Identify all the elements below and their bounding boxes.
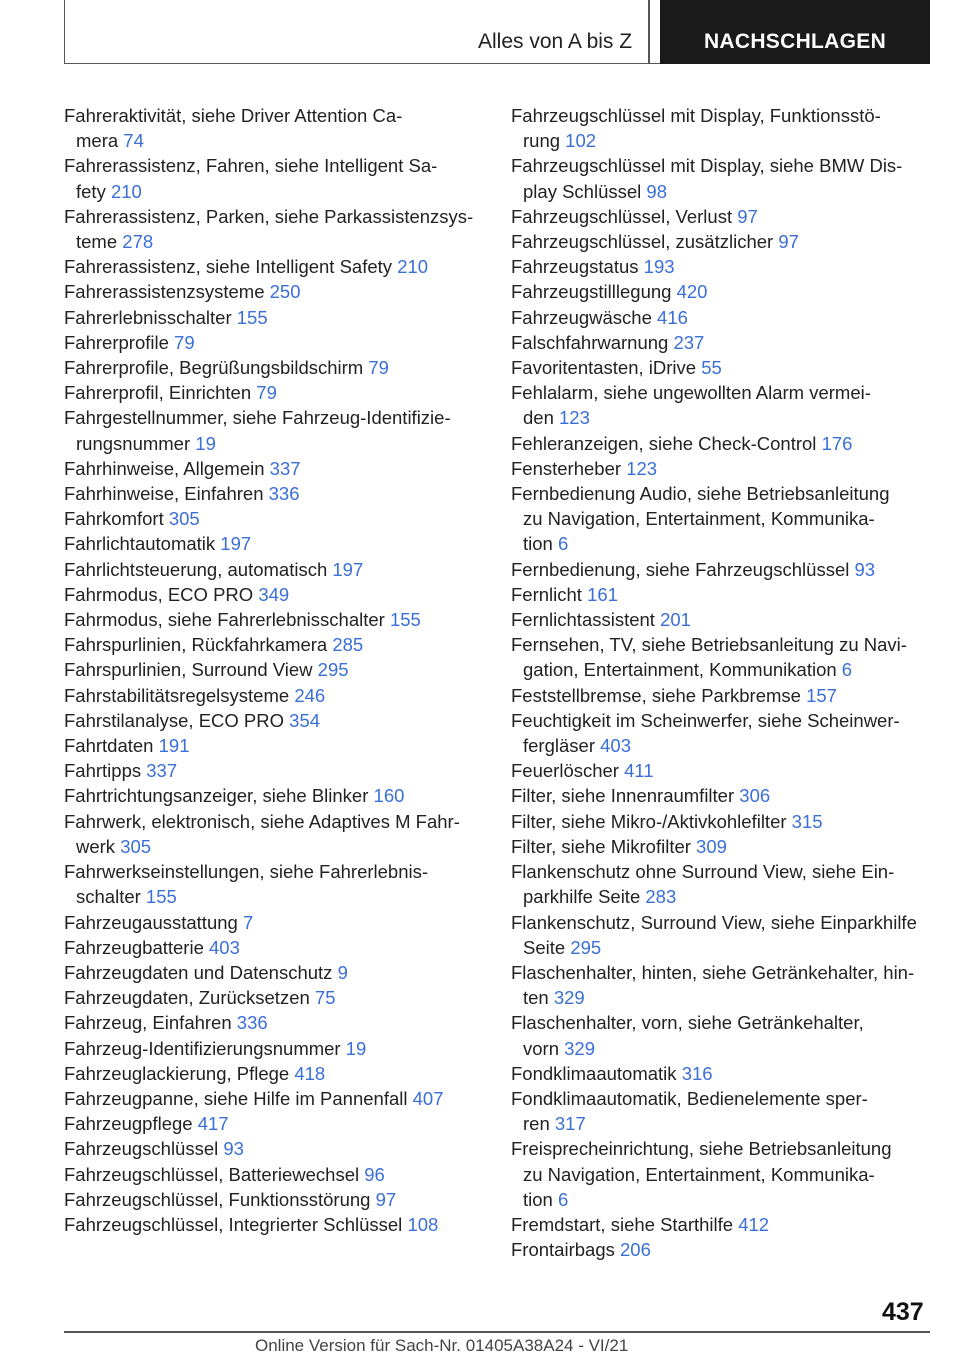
index-entry [64, 683, 494, 708]
index-entry [64, 708, 494, 733]
index-entry [64, 1010, 494, 1035]
index-term: Fahreraktivität, siehe Driver Attention Ca- [64, 105, 403, 126]
index-term: Fahrmodus, siehe Fahrerlebnisschalter [64, 609, 385, 631]
index-term: Favoritentasten, iDrive [511, 357, 697, 379]
page-reference-link[interactable]: 193 [643, 256, 675, 278]
page-reference-link[interactable]: 305 [120, 835, 152, 857]
page-reference-link[interactable]: 155 [389, 609, 421, 631]
page-reference-link[interactable]: 309 [696, 835, 727, 857]
index-term: Fahrerprofile [64, 331, 169, 353]
page-reference-link[interactable]: 285 [332, 634, 364, 656]
index-term: Fahrzeugschlüssel [64, 1138, 219, 1160]
index-term: Fahrzeugdaten, Zurücksetzen [64, 987, 310, 1009]
page-reference-link[interactable]: 9 [337, 961, 348, 983]
index-term: Fahrstabilitätsregelsysteme [64, 684, 290, 706]
index-term: Fahrtrichtungsanzeiger, siehe Blinker [64, 785, 369, 807]
index-term: Fahrtdaten [64, 735, 154, 757]
index-term: Fahrerassistenzsysteme [64, 281, 265, 303]
index-entry [511, 229, 941, 254]
index-term: Fahrzeugschlüssel, zusätzlicher [511, 231, 774, 253]
page-reference-link[interactable]: 329 [553, 987, 585, 1009]
index-term: Freisprecheinrichtung, siehe Betriebsanleitung [511, 1138, 892, 1160]
index-entry [511, 431, 941, 456]
index-term-continuation: rung [523, 130, 561, 152]
index-term-continuation: mera [76, 130, 119, 152]
index-term: Fahrzeugwäsche [511, 306, 652, 328]
index-entry [511, 355, 941, 380]
page-reference-link[interactable]: 197 [332, 558, 364, 580]
index-term: Fahrzeuglackierung, Pflege [64, 1062, 290, 1084]
index-entry [511, 153, 941, 203]
index-term: Fahrlichtsteuerung, automatisch [64, 558, 328, 580]
index-term: Flaschenhalter, hinten, siehe Getränkehalter, hin- [511, 961, 915, 983]
page-reference-link[interactable]: 79 [256, 382, 277, 404]
index-term: Fehlalarm, siehe ungewollten Alarm vermei- [511, 382, 871, 404]
index-term-continuation: rungsnummer [76, 432, 191, 454]
index-term: Fahrstilanalyse, ECO PRO [64, 709, 285, 731]
index-term: Fehleranzeigen, siehe Check-Control [511, 432, 817, 454]
index-entry [64, 531, 494, 556]
index-entry [511, 683, 941, 708]
section-tab: NACHSCHLAGEN [660, 0, 930, 64]
index-term: Filter, siehe Mikro-/Aktivkohlefilter [511, 810, 787, 832]
index-entry [64, 456, 494, 481]
index-entry [511, 960, 941, 1010]
index-term-continuation: teme [76, 231, 118, 253]
index-term: Fahrspurlinien, Surround View [64, 659, 313, 681]
index-term: Fahrzeugausstattung [64, 911, 238, 933]
page-number: 437 [882, 1298, 924, 1326]
index-term: Flaschenhalter, vorn, siehe Getränkehalter, [511, 1012, 864, 1034]
index-entry [64, 1187, 494, 1212]
index-term: Fahrerassistenz, siehe Intelligent Safety [64, 256, 393, 278]
index-entry [511, 632, 941, 682]
page-reference-link[interactable]: 123 [559, 407, 590, 429]
index-term: Fahrerassistenz, Parken, siehe Parkassistenzsys- [64, 205, 474, 227]
index-term: Fahrkomfort [64, 508, 164, 530]
index-entry [64, 859, 494, 909]
page-reference-link[interactable]: 337 [146, 760, 178, 782]
page-reference-link[interactable]: 246 [294, 684, 326, 706]
page-reference-link[interactable]: 74 [123, 130, 144, 152]
index-term-continuation: gation, Entertainment, Kommunikation [523, 659, 837, 681]
page-reference-link[interactable]: 349 [258, 583, 290, 605]
index-entry [64, 607, 494, 632]
index-term-continuation: den [523, 407, 554, 429]
index-term: Fahrzeugschlüssel, Funktionsstörung [64, 1188, 371, 1210]
page-reference-link[interactable]: 157 [806, 684, 837, 706]
page-reference-link[interactable]: 160 [373, 785, 405, 807]
page-reference-link[interactable]: 155 [236, 306, 268, 328]
page-reference-link[interactable]: 420 [676, 281, 708, 303]
index-entry [64, 380, 494, 405]
index-entry [64, 910, 494, 935]
index-term: Fahrtipps [64, 760, 142, 782]
index-entry [64, 935, 494, 960]
index-entry [64, 1036, 494, 1061]
index-entry [64, 305, 494, 330]
index-term: Fahrzeugschlüssel mit Display, siehe BMW Dis- [511, 155, 903, 177]
index-term: Fernsehen, TV, siehe Betriebsanleitung zu Navi- [511, 634, 907, 656]
index-entry [511, 582, 941, 607]
index-entry [511, 783, 941, 808]
index-term: Fensterheber [511, 457, 622, 479]
page-reference-link[interactable]: 316 [681, 1062, 713, 1084]
page-reference-link[interactable]: 283 [645, 886, 677, 908]
index-entry [64, 153, 494, 203]
index-term: Feuchtigkeit im Scheinwerfer, siehe Scheinwer- [511, 709, 900, 731]
index-entry [511, 1086, 941, 1136]
page-reference-link[interactable]: 7 [242, 911, 254, 933]
page-reference-link[interactable]: 305 [168, 508, 200, 530]
index-entry [511, 557, 941, 582]
index-term-continuation: zu Navigation, Entertainment, Kommunika- [523, 508, 875, 530]
index-term: Fahrspurlinien, Rückfahrkamera [64, 634, 328, 656]
index-entry [511, 380, 941, 430]
page-reference-link[interactable]: 417 [197, 1113, 229, 1135]
page-reference-link[interactable]: 96 [364, 1163, 385, 1185]
page-reference-link[interactable]: 210 [397, 256, 429, 278]
page-reference-link[interactable]: 337 [269, 457, 301, 479]
index-term: Fahrmodus, ECO PRO [64, 583, 254, 605]
index-entry [511, 834, 941, 859]
footer-divider [64, 1331, 930, 1333]
online-version-note: Online Version für Sach-Nr. 01405A38A24 - VI/21 [255, 1336, 629, 1355]
index-term: Falschfahrwarnung [511, 331, 669, 353]
index-entry [511, 708, 941, 758]
index-entry [64, 204, 494, 254]
page-reference-link[interactable]: 278 [122, 231, 154, 253]
page-reference-link[interactable]: 55 [701, 357, 722, 379]
page-reference-link[interactable]: 161 [587, 583, 618, 605]
index-term-continuation: zu Navigation, Entertainment, Kommunika- [523, 1163, 875, 1185]
page-reference-link[interactable]: 93 [854, 558, 876, 580]
index-entry [64, 1086, 494, 1111]
index-term: Fahrerlebnisschalter [64, 306, 232, 328]
index-entry [511, 1237, 941, 1262]
page-reference-link[interactable]: 97 [778, 231, 799, 253]
index-entry [64, 355, 494, 380]
index-entry [64, 960, 494, 985]
index-entry [64, 1136, 494, 1161]
page-reference-link[interactable]: 210 [110, 180, 142, 202]
page-reference-link[interactable]: 295 [317, 659, 349, 681]
index-entry [511, 456, 941, 481]
index-entry [64, 733, 494, 758]
page-reference-link[interactable]: 336 [268, 483, 300, 505]
page-reference-link[interactable]: 102 [565, 130, 597, 152]
page-reference-link[interactable]: 336 [236, 1012, 268, 1034]
index-term: Fahrhinweise, Einfahren [64, 483, 264, 505]
page-reference-link[interactable]: 418 [294, 1062, 326, 1084]
index-entry [511, 910, 941, 960]
index-entry [64, 758, 494, 783]
page-reference-link[interactable]: 403 [209, 936, 240, 958]
page-reference-link[interactable]: 197 [220, 533, 252, 555]
index-entry [64, 103, 494, 153]
index-term: Fahrzeugdaten und Datenschutz [64, 961, 333, 983]
index-term: Fahrlichtautomatik [64, 533, 216, 555]
index-term: Fahrzeugschlüssel, Verlust [511, 205, 733, 227]
index-term: Fremdstart, siehe Starthilfe [511, 1213, 734, 1235]
index-term-continuation: play Schlüssel [523, 180, 642, 202]
page-reference-link[interactable]: 412 [738, 1213, 770, 1235]
index-entry [64, 809, 494, 859]
page-reference-link[interactable]: 6 [557, 533, 569, 555]
index-term: Fahrzeugschlüssel mit Display, Funktionsstö- [511, 105, 881, 126]
index-term: Fernbedienung, siehe Fahrzeugschlüssel [511, 558, 850, 580]
index-entry [64, 481, 494, 506]
index-entry [511, 481, 941, 557]
index-term: Fahrzeugstatus [511, 256, 639, 278]
page-reference-link[interactable]: 403 [600, 735, 631, 757]
index-entry [511, 204, 941, 229]
index-term: Flankenschutz ohne Surround View, siehe Ein- [511, 861, 895, 883]
index-entry [511, 1136, 941, 1212]
page-reference-link[interactable]: 155 [145, 886, 177, 908]
page-reference-link[interactable]: 317 [554, 1113, 586, 1135]
index-entry [64, 330, 494, 355]
index-term: Fondklimaautomatik, Bedienelemente sper- [511, 1087, 868, 1109]
page-reference-link[interactable]: 237 [673, 331, 705, 353]
index-entry [511, 758, 941, 783]
index-entry [511, 809, 941, 834]
index-term-continuation: ten [523, 987, 549, 1009]
page-reference-link[interactable]: 206 [620, 1239, 651, 1261]
index-entry [511, 254, 941, 279]
index-term: Fahrerprofil, Einrichten [64, 382, 252, 404]
index-term: Feststellbremse, siehe Parkbremse [511, 684, 801, 706]
index-entry [64, 254, 494, 279]
index-entry [511, 1010, 941, 1060]
index-term-continuation: fergläser [523, 735, 595, 757]
index-column-right [511, 103, 941, 1262]
page-reference-link[interactable]: 329 [564, 1037, 596, 1059]
index-term: Fahrzeugschlüssel, Integrierter Schlüssel [64, 1213, 403, 1235]
index-term: Fahrzeug-Identifizierungsnummer [64, 1037, 341, 1059]
index-term: Fahrerprofile, Begrüßungsbildschirm [64, 357, 364, 379]
index-entry [64, 985, 494, 1010]
page-reference-link[interactable]: 79 [368, 357, 389, 379]
index-entry [64, 1162, 494, 1187]
page-reference-link[interactable]: 6 [841, 659, 853, 681]
page-reference-link[interactable]: 108 [407, 1213, 439, 1235]
index-entry [64, 1212, 494, 1237]
page-reference-link[interactable]: 354 [289, 709, 321, 731]
page-reference-link[interactable]: 411 [624, 760, 654, 782]
page-reference-link[interactable]: 97 [375, 1188, 397, 1210]
index-term: Fernlicht [511, 583, 582, 605]
index-term: Fahrgestellnummer, siehe Fahrzeug-Identifizie- [64, 407, 451, 429]
page-reference-link[interactable]: 98 [646, 180, 667, 202]
index-entry [64, 1111, 494, 1136]
index-entry [64, 405, 494, 455]
index-entry [511, 279, 941, 304]
index-entry [511, 103, 941, 153]
index-term: Fahrzeugpanne, siehe Hilfe im Pannenfall [64, 1087, 408, 1109]
page-reference-link[interactable]: 201 [660, 609, 691, 631]
page-reference-link[interactable]: 306 [739, 785, 771, 807]
index-entry [64, 557, 494, 582]
index-entry [64, 657, 494, 682]
index-term: Fahrwerk, elektronisch, siehe Adaptives M Fahr- [64, 810, 460, 832]
index-term-continuation: vorn [523, 1037, 559, 1059]
index-term-continuation: werk [76, 835, 116, 857]
index-entry [64, 279, 494, 304]
index-term: Fernlichtassistent [511, 609, 655, 631]
index-term: Fahrzeugstilllegung [511, 281, 672, 303]
index-term: Frontairbags [511, 1239, 615, 1261]
index-term: Filter, siehe Innenraumfilter [511, 785, 735, 807]
index-term: Fahrhinweise, Allgemein [64, 457, 265, 479]
index-entry [511, 1061, 941, 1086]
index-term-continuation: tion [523, 533, 553, 555]
index-entry [511, 1212, 941, 1237]
index-term-continuation: parkhilfe Seite [523, 886, 641, 908]
index-entry [64, 506, 494, 531]
index-entry [511, 607, 941, 632]
index-entry [64, 1061, 494, 1086]
index-term: Fahrzeugschlüssel, Batteriewechsel [64, 1163, 360, 1185]
page-reference-link[interactable]: 19 [195, 432, 216, 454]
page-reference-link[interactable]: 176 [821, 432, 853, 454]
index-entry [64, 582, 494, 607]
index-term: Feuerlöscher [511, 760, 619, 782]
page-reference-link[interactable]: 295 [570, 936, 602, 958]
page-reference-link[interactable]: 79 [174, 331, 195, 353]
page-reference-link[interactable]: 407 [412, 1087, 444, 1109]
index-term-continuation: schalter [76, 886, 141, 908]
index-term: Fahrzeugbatterie [64, 936, 204, 958]
index-term: Fernbedienung Audio, siehe Betriebsanleitung [511, 483, 890, 505]
page-reference-link[interactable]: 123 [626, 457, 658, 479]
page-reference-link[interactable]: 191 [158, 735, 190, 757]
index-term-continuation: Seite [523, 936, 566, 958]
page-reference-link[interactable]: 315 [791, 810, 823, 832]
page-reference-link[interactable]: 250 [269, 281, 301, 303]
page-reference-link[interactable]: 6 [557, 1188, 569, 1210]
page-reference-link[interactable]: 75 [314, 987, 336, 1009]
index-entry [511, 859, 941, 909]
header-divider [648, 0, 650, 64]
index-term: Filter, siehe Mikrofilter [511, 835, 691, 857]
index-term-continuation: tion [523, 1188, 553, 1210]
page-reference-link[interactable]: 97 [737, 205, 758, 227]
page-reference-link[interactable]: 19 [345, 1037, 367, 1059]
page-reference-link[interactable]: 416 [657, 306, 688, 328]
index-term-continuation: fety [76, 180, 106, 202]
index-term: Fahrwerkseinstellungen, siehe Fahrerlebnis- [64, 861, 429, 883]
breadcrumb: Alles von A bis Z [478, 30, 633, 53]
index-term: Fondklimaautomatik [511, 1062, 677, 1084]
index-column-left [64, 103, 494, 1237]
index-entry [511, 330, 941, 355]
page-reference-link[interactable]: 93 [223, 1138, 244, 1160]
index-term: Flankenschutz, Surround View, siehe Einparkhilfe [511, 911, 917, 933]
index-term: Fahrzeug, Einfahren [64, 1012, 232, 1034]
index-term: Fahrzeugpflege [64, 1113, 193, 1135]
index-term: Fahrerassistenz, Fahren, siehe Intelligent Sa- [64, 155, 438, 177]
index-entry [511, 305, 941, 330]
index-entry [64, 632, 494, 657]
index-term-continuation: ren [523, 1113, 550, 1135]
index-entry [64, 783, 494, 808]
